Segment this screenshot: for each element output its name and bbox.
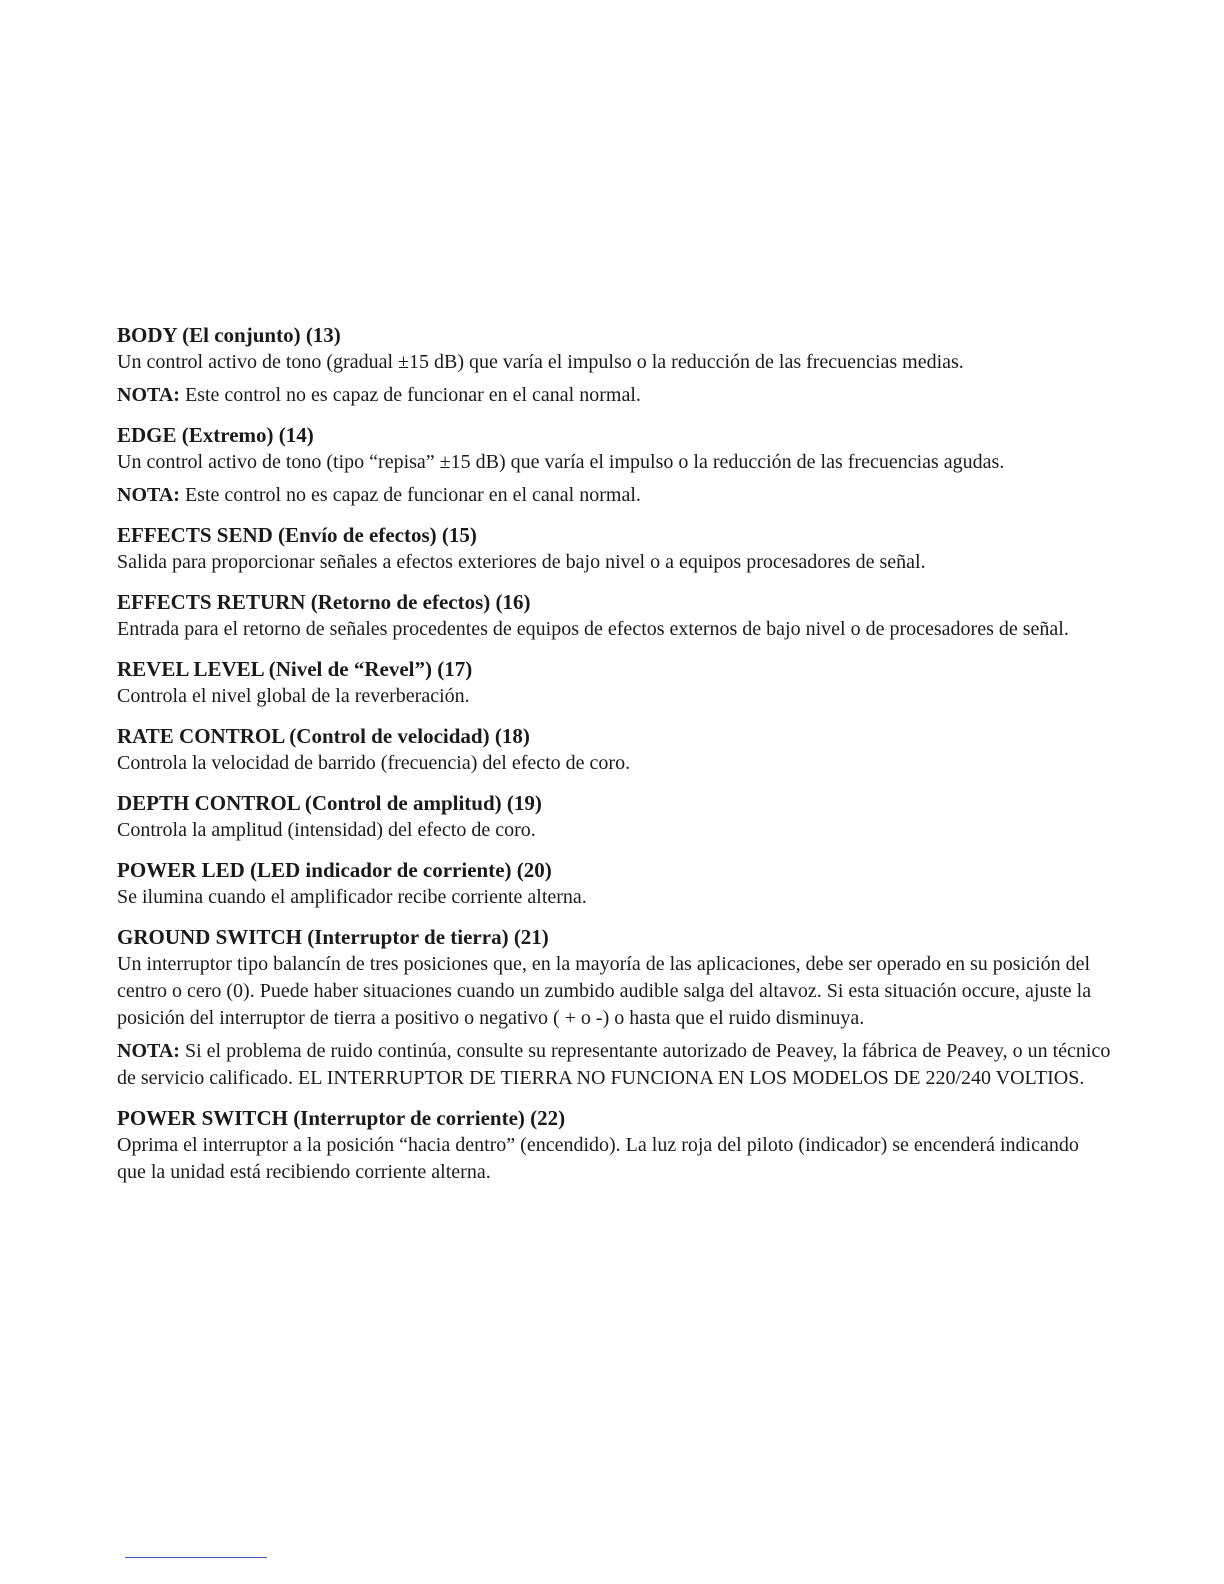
section-text: Un control activo de tono (gradual ±15 dB) que varía el impulso o la reducción de las frecuencias medias. <box>117 351 964 373</box>
section-body <box>117 322 1112 409</box>
section-text: Un interruptor tipo balancín de tres posiciones que, en la mayoría de las aplicaciones, debe ser operado en su posición del centro o cero (0). Puede haber situaciones cuando un zumbido audible salga del altavoz. Si esta situación occure, ajuste la posición del interruptor de tierra a positivo o negativo ( + o -) o hasta que el ruido disminuya. <box>117 953 1092 1029</box>
section-heading: GROUND SWITCH (Interruptor de tierra) (21) <box>117 925 549 949</box>
section-effects-return <box>117 589 1112 643</box>
section-text: Oprima el interruptor a la posición “hacia dentro” (encendido). La luz roja del piloto (indicador) se encenderá indicando que la unidad está recibiendo corriente alterna. <box>117 1134 1079 1183</box>
note <box>117 482 1112 509</box>
note-text: Este control no es capaz de funcionar en el canal normal. <box>179 384 641 406</box>
section-heading: EDGE (Extremo) (14) <box>117 423 314 447</box>
section-effects-send <box>117 522 1112 576</box>
section-heading: BODY (El conjunto) (13) <box>117 323 341 347</box>
note-text: Este control no es capaz de funcionar en el canal normal. <box>179 484 641 506</box>
section-text: Controla la velocidad de barrido (frecuencia) del efecto de coro. <box>117 752 631 774</box>
section-text: Un control activo de tono (tipo “repisa” ±15 dB) que varía el impulso o la reducción de las frecuencias agudas. <box>117 451 1005 473</box>
section-depth-control <box>117 790 1112 844</box>
section-text: Controla el nivel global de la reverberación. <box>117 685 470 707</box>
section-heading: EFFECTS RETURN (Retorno de efectos) (16) <box>117 590 531 614</box>
section-ground-switch <box>117 924 1112 1092</box>
section-text: Entrada para el retorno de señales procedentes de equipos de efectos externos de bajo nivel o de procesadores de señal. <box>117 618 1069 640</box>
section-text: Controla la amplitud (intensidad) del efecto de coro. <box>117 819 536 841</box>
note-label: NOTA: <box>117 384 180 406</box>
section-heading: POWER SWITCH (Interruptor de corriente) (22) <box>117 1106 566 1130</box>
section-text: Salida para proporcionar señales a efectos exteriores de bajo nivel o a equipos procesadores de señal. <box>117 551 926 573</box>
section-power-led <box>117 857 1112 911</box>
section-heading: EFFECTS SEND (Envío de efectos) (15) <box>117 523 477 547</box>
section-heading: RATE CONTROL (Control de velocidad) (18) <box>117 724 530 748</box>
note-text: Si el problema de ruido continúa, consulte su representante autorizado de Peavey, la fábrica de Peavey, o un técnico de servicio calificado. EL INTERRUPTOR DE TIERRA NO FUNCIONA EN LOS MODELOS DE 220/240 VOLTIOS. <box>117 1040 1111 1089</box>
section-revel-level <box>117 656 1112 710</box>
note-label: NOTA: <box>117 484 180 506</box>
section-text: Se ilumina cuando el amplificador recibe corriente alterna. <box>117 886 587 908</box>
section-heading: REVEL LEVEL (Nivel de “Revel”) (17) <box>117 657 473 681</box>
document-body <box>117 322 1112 1199</box>
note-label: NOTA: <box>117 1040 180 1062</box>
section-heading: DEPTH CONTROL (Control de amplitud) (19) <box>117 791 542 815</box>
footnote-divider <box>125 1557 267 1558</box>
section-power-switch <box>117 1105 1112 1186</box>
section-edge <box>117 422 1112 509</box>
note <box>117 1038 1112 1092</box>
section-rate-control <box>117 723 1112 777</box>
section-heading: POWER LED (LED indicador de corriente) (20) <box>117 858 552 882</box>
note <box>117 382 1112 409</box>
